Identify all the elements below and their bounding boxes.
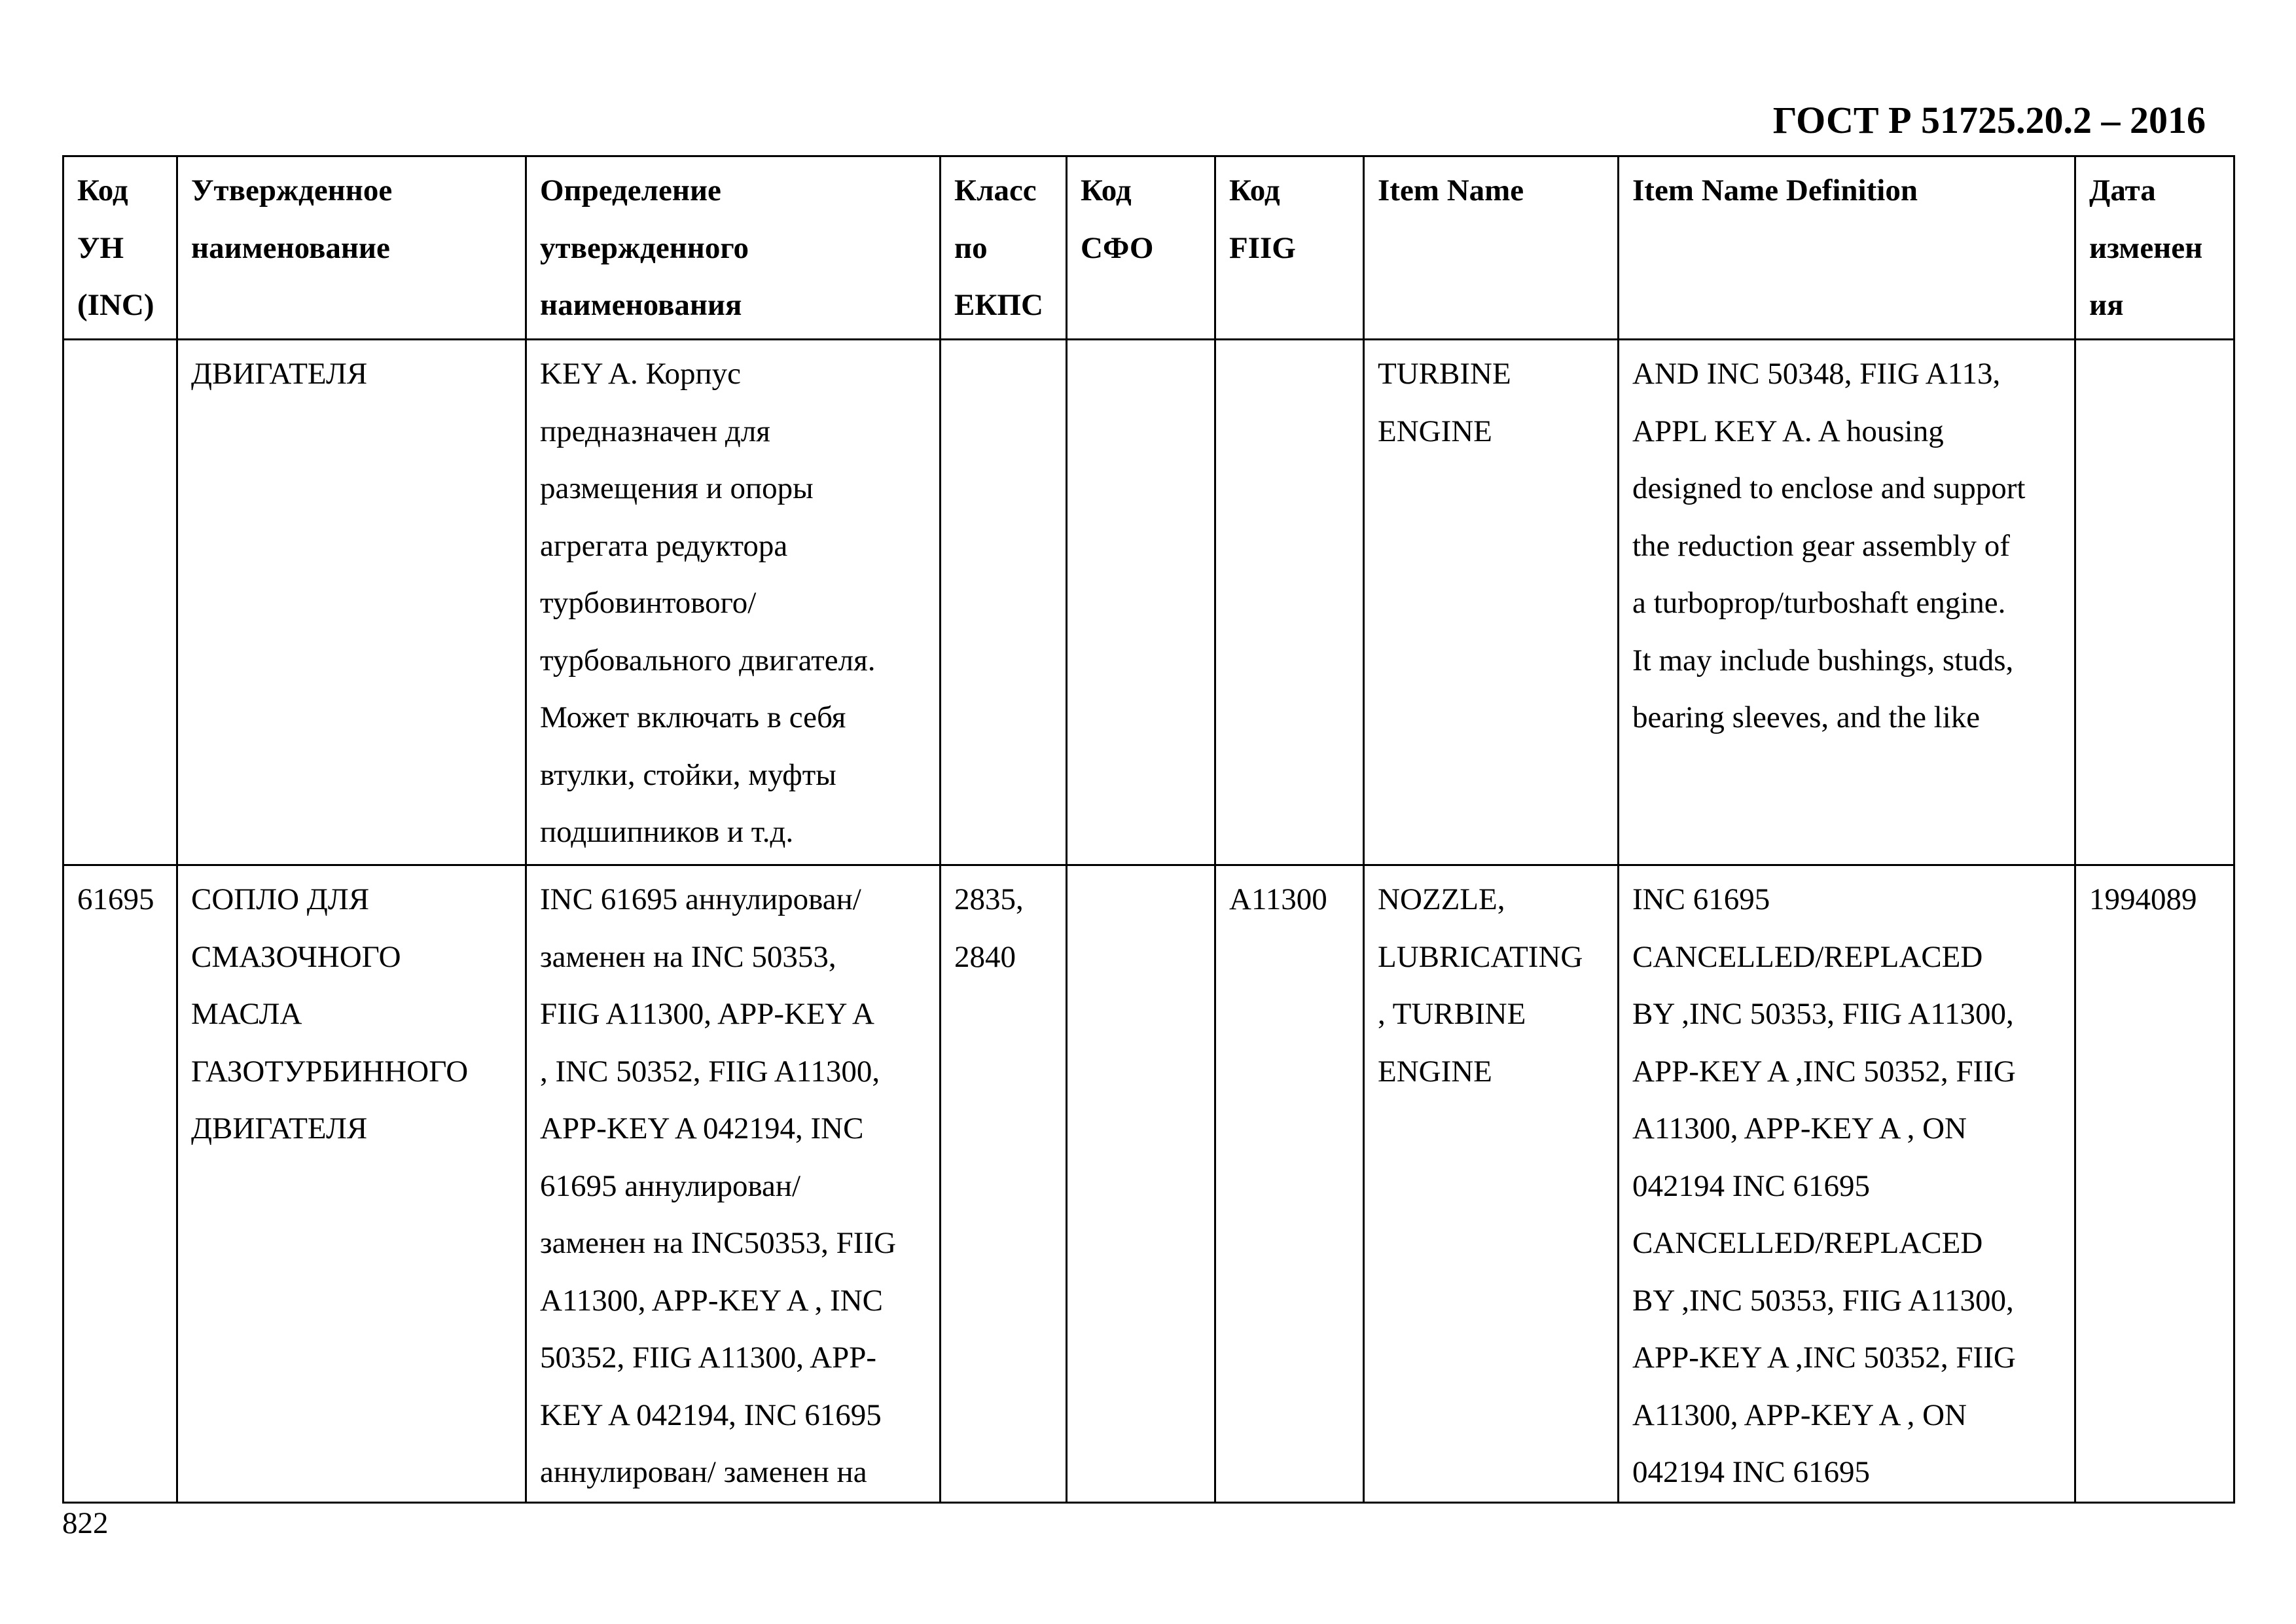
header-item-name: Item Name (1364, 156, 1619, 340)
document-standard-header: ГОСТ Р 51725.20.2 – 2016 (1772, 99, 2206, 141)
header-approved-name-definition: Определение утвержденного наименования (526, 156, 941, 340)
cell-fiig-code: A11300 (1215, 865, 1364, 1503)
cell-ekps-class (941, 340, 1067, 865)
cell-item-name-definition: INC 61695 CANCELLED/REPLACED BY ,INC 50353, FIIG A11300, APP-KEY A ,INC 50352, FIIG A11300, APP-KEY A , ON 042194 INC 61695 CANCELLED/REPLACED BY ,INC 50353, FIIG A11300, APP-KEY A ,INC 50352, FIIG A11300, APP-KEY A , ON 042194 INC 61695 (1619, 865, 2075, 1503)
header-inc-code: Код УН (INC) (63, 156, 177, 340)
cell-approved-name: СОПЛО ДЛЯ СМАЗОЧНОГО МАСЛА ГАЗОТУРБИННОГО ДВИГАТЕЛЯ (177, 865, 526, 1503)
page-number: 822 (62, 1506, 109, 1540)
table-row (63, 340, 2234, 865)
cell-inc-code: 61695 (63, 865, 177, 1503)
header-sfo-code: Код СФО (1067, 156, 1215, 340)
cell-sfo-code (1067, 865, 1215, 1503)
cell-change-date: 1994089 (2075, 865, 2234, 1503)
cell-approved-name-definition: KEY A. Корпус предназначен для размещения и опоры агрегата редуктора турбовинтового/ турбовального двигателя. Может включать в себя втулки, стойки, муфты подшипников и т.д. (526, 340, 941, 865)
cell-approved-name: ДВИГАТЕЛЯ (177, 340, 526, 865)
header-item-name-definition: Item Name Definition (1619, 156, 2075, 340)
cell-inc-code (63, 340, 177, 865)
table-header-row (63, 156, 2234, 340)
header-approved-name: Утвержденное наименование (177, 156, 526, 340)
cell-ekps-class: 2835, 2840 (941, 865, 1067, 1503)
cell-item-name: NOZZLE, LUBRICATING , TURBINE ENGINE (1364, 865, 1619, 1503)
cell-approved-name-definition: INC 61695 аннулирован/ заменен на INC 50353, FIIG A11300, APP-KEY A , INC 50352, FIIG A11300, APP-KEY A 042194, INC 61695 аннулирован/ заменен на INC50353, FIIG A11300, APP-KEY A , INC 50352, FIIG A11300, APP- KEY A 042194, INC 61695 аннулирован/ заменен на (526, 865, 941, 1503)
header-ekps-class: Класс по ЕКПС (941, 156, 1067, 340)
cell-item-name: TURBINE ENGINE (1364, 340, 1619, 865)
header-fiig-code: Код FIIG (1215, 156, 1364, 340)
cell-change-date (2075, 340, 2234, 865)
catalog-table (62, 155, 2235, 1504)
cell-item-name-definition: AND INC 50348, FIIG A113, APPL KEY A. A housing designed to enclose and support the reduction gear assembly of a turboprop/turboshaft engine. It may include bushings, studs, bearing sleeves, and the like (1619, 340, 2075, 865)
table-row (63, 865, 2234, 1503)
header-change-date: Дата изменен ия (2075, 156, 2234, 340)
cell-fiig-code (1215, 340, 1364, 865)
cell-sfo-code (1067, 340, 1215, 865)
